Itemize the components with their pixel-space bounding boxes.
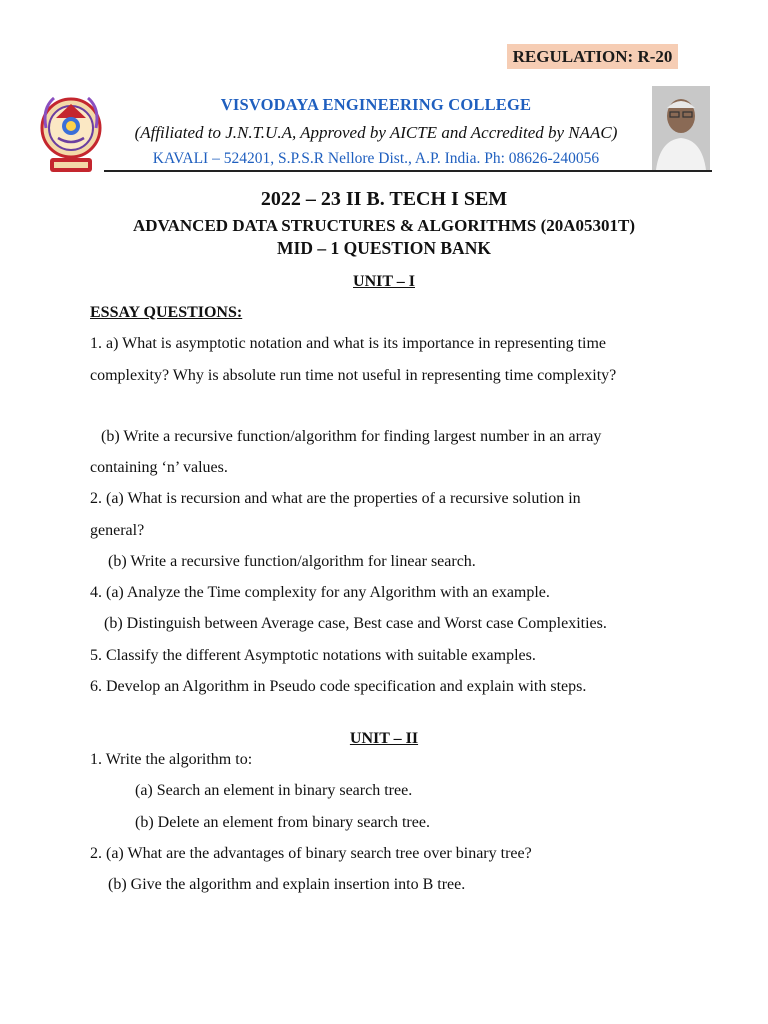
portrait-photo — [652, 86, 710, 170]
college-logo-icon — [40, 88, 102, 180]
question-bank-title: MID – 1 QUESTION BANK — [277, 238, 491, 258]
question-line: (b) Write a recursive function/algorithm for linear search. — [108, 553, 476, 570]
regulation-label: REGULATION: R-20 — [507, 44, 678, 69]
question-line: (b) Delete an element from binary search tree. — [135, 814, 430, 831]
essay-questions-label: ESSAY QUESTIONS: — [90, 304, 243, 321]
address-text: KAVALI – 524201, S.P.S.R Nellore Dist., A.P. India. Ph: 08626-240056 — [152, 150, 600, 167]
question-line: 1. Write the algorithm to: — [90, 751, 253, 768]
question-line: (a) Search an element in binary search tree. — [135, 782, 413, 799]
question-line: complexity? Why is absolute run time not useful in representing time complexity? — [90, 367, 617, 384]
question-line: 4. (a) Analyze the Time complexity for any Algorithm with an example. — [90, 584, 550, 601]
question-line: 2. (a) What is recursion and what are the properties of a recursive solution in — [90, 490, 581, 507]
unit-2-heading: UNIT – II — [349, 730, 419, 747]
question-line: general? — [90, 522, 145, 539]
question-line: (b) Distinguish between Average case, Best case and Worst case Complexities. — [104, 615, 607, 632]
question-line: 2. (a) What are the advantages of binary search tree over binary tree? — [90, 845, 532, 862]
semester-title: 2022 – 23 II B. TECH I SEM — [260, 188, 508, 210]
question-line: containing ‘n’ values. — [90, 459, 228, 476]
question-line: (b) Give the algorithm and explain insertion into B tree. — [108, 876, 466, 893]
question-line: 1. a) What is asymptotic notation and what is its importance in representing time — [90, 335, 607, 352]
header-divider — [104, 170, 712, 172]
affiliation-text: (Affiliated to J.N.T.U.A, Approved by AICTE and Accredited by NAAC) — [134, 123, 618, 142]
course-title: ADVANCED DATA STRUCTURES & ALGORITHMS (20A05301T) — [132, 216, 636, 235]
college-name: VISVODAYA ENGINEERING COLLEGE — [220, 95, 532, 114]
unit-1-heading: UNIT – I — [353, 273, 415, 290]
question-line: (b) Write a recursive function/algorithm for finding largest number in an array — [101, 428, 602, 445]
question-line: 6. Develop an Algorithm in Pseudo code specification and explain with steps. — [90, 678, 587, 695]
question-line: 5. Classify the different Asymptotic notations with suitable examples. — [90, 647, 536, 664]
